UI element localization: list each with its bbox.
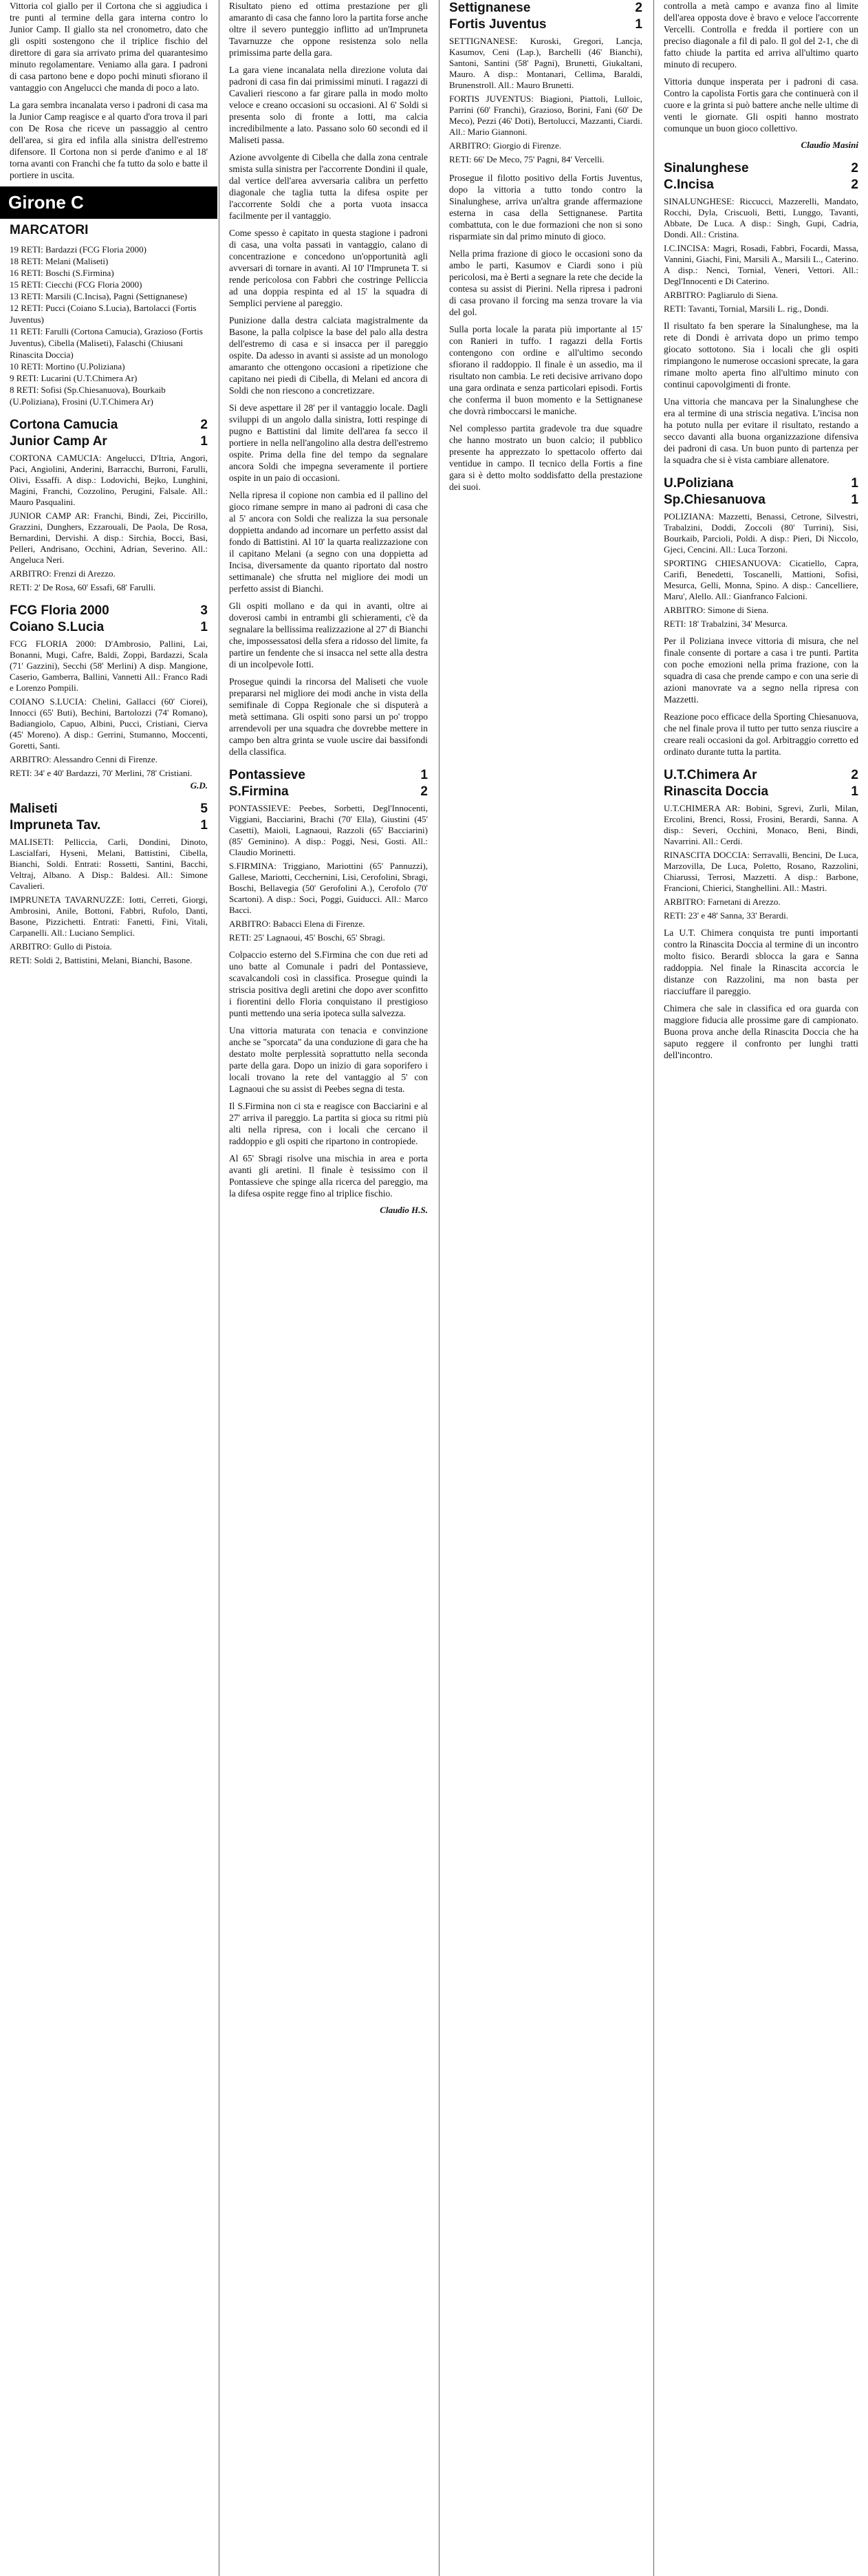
goals: RETI: 2' De Rosa, 60' Essafi, 68' Farulli. (10, 582, 156, 592)
home-team-row: Sinalunghese 2 (664, 161, 858, 175)
home-team-row: Cortona Camucia 2 (10, 418, 208, 432)
article-paragraph: Reazione poco efficace della Sporting Chiesanuova, che nel finale prova il tutto per tutto senza riuscire a creare reali occasioni da gol. Arbitraggio corretto ed ordinato durante tutta la partita. (664, 711, 858, 757)
away-team-row: Rinascita Doccia 1 (664, 784, 858, 799)
scorer-line: 16 RETI: Boschi (S.Firmina) (10, 268, 114, 278)
article-paragraph: Al 65' Sbragi risolve una mischia in area e porta avanti gli aretini. Il finale è tesissimo con il Pontassieve che spinge alla ricerca del pareggio, ma la difesa ospite regge fino al triplice fischio. (229, 1153, 428, 1199)
girone-header: Girone C (0, 186, 217, 219)
goals: RETI: Soldi 2, Battistini, Melani, Bianchi, Basone. (10, 955, 193, 965)
article-paragraph: Vittoria col giallo per il Cortona che si aggiudica i tre punti al termine della gara interna contro lo Junior Camp. Il giallo sta nel cronometro, dato che gli ospiti sostengono che il triplice fischio del direttore di gara sia arrivato prima del quarantesimo minuto regolamentare. Veniamo alla gara. I padroni di casa partono bene e dopo pochi minuti sfiorano il vantaggio con Angelucci che manda di poco a lato. (10, 1, 208, 93)
article-paragraph: Nella ripresa il copione non cambia ed il pallino del gioco rimane sempre in mano ai padroni di casa che al 5' ancora con Soldi che realizza la sua personale doppietta andando ad incornare un perfetto assist dal fondo di Battistini. Al 10' la quarta realizzazione con il capitano Melani (a segno con una doppietta ad Incisa, diversamente da quanto riportato dal nostro settimanale) che sfrutta nel migliore dei modi un perfetto assist di Bianchi. (229, 490, 428, 594)
article-paragraph: controlla a metà campo e avanza fino al limite dell'area opposta dove è bravo e veloce l'accorrente Vercelli. Controlla e fredda il portiere con un preciso diagonale a fil di palo. Il gol del 2-1, che di fatto chiude la partita ed arriva all'ultimo quarto minuto di recupero. (664, 1, 858, 69)
scorer-line: 10 RETI: Mortino (U.Poliziana) (10, 361, 125, 372)
match-pontassieve (229, 767, 428, 943)
article-paragraph: Una vittoria maturata con tenacia e convinzione anche se "sporcata" da una conduzione di gara che ha destato molte perplessità soprattutto nella seconda parte della gara. Dopo un inizio di gara soporifero i locali trovano la rete del vantaggio al 5' con Lagnaoui che su assist di Peebes segna di testa. (229, 1025, 428, 1094)
referee: ARBITRO: Frenzi di Arezzo. (10, 568, 116, 579)
home-team-row: FCG Floria 2000 3 (10, 603, 208, 618)
article-paragraph: La gara viene incanalata nella direzione voluta dai padroni di casa fin dai primissimi minuti. I ragazzi di Cavalieri riescono a far girare palla in modo molto veloce e creano occasioni su occasioni. Al 6' Soldi si presenta solo di fronte a Iotti, ma calcia incredibilmente a lato. Passano solo 60 secondi ed il Maliseti passa. (229, 65, 428, 145)
away-lineup: FORTIS JUVENTUS: Biagioni, Piattoli, Lulloic, Parrini (60' Franchi), Grazioso, Borini, Fani (60' De Meco), Pezzi (46' Doti), Bertolucci, Mazzanti, Ciardi. All.: Mario Giannoni. (449, 94, 642, 137)
match-poliziana (664, 475, 858, 630)
article-paragraph: Colpaccio esterno del S.Firmina che con due reti ad uno batte al Comunale i padri del Pontassieve, scavalcandoli così in classifica. Prosegue quindi la striscia positiva degli aretini che dopo aver sconfitto i fiorentini dello Floria conquistano il prestigioso punti mettendo una seria ipoteca sulla salvezza. (229, 949, 428, 1018)
article-paragraph: Chimera che sale in classifica ed ora guarda con maggiore fiducia alle prossime gare di campionato. Buona prova anche della Rinascita Doccia che ha saputo reggere il confronto per lunghi tratti dell'incontro. (664, 1003, 858, 1060)
referee: ARBITRO: Farnetani di Arezzo. (664, 897, 781, 907)
referee: ARBITRO: Giorgio di Firenze. (449, 140, 561, 151)
away-lineup: RINASCITA DOCCIA: Serravalli, Bencini, De Luca, Marzovilla, De Luca, Poletto, Rosano, Razzolini, Chiarussi, Terrosi, Mazzetti. A disp.: Barbone, Francioni, Chierici, Stanghellini. All.: Mastri. (664, 850, 858, 893)
referee: ARBITRO: Pagliarulo di Siena. (664, 290, 779, 300)
referee: ARBITRO: Babacci Elena di Firenze. (229, 919, 365, 929)
article-paragraph: Nella prima frazione di gioco le occasioni sono da ambo le parti, Kasumov e Ciardi sono i più pericolosi, ma è Berti a segnare la rete che decide la contesa su assist di Pierini. Nella ripresa i padroni di casa provano il forcing ma senza trovare la via del gol. (449, 248, 642, 317)
referee: ARBITRO: Simone di Siena. (664, 605, 769, 615)
article-paragraph: Per il Poliziana invece vittoria di misura, che nel finale consente di portare a casa i tre punti. Partita con poche emozioni nella prima frazione, con la squadra di casa che prende campo e con una serie di azioni manovrate va a segno nella ripresa con Mazzetti. (664, 636, 858, 705)
away-lineup: SPORTING CHIESANUOVA: Cicatiello, Capra, Carifi, Benedetti, Toscanelli, Mattioni, Sofisi, Mesurca, Gelli, Monna, Spino. A disp.: Cancelliere, Maru', Alello. All.: Gianfranco Falcioni. (664, 558, 858, 601)
home-team-row: U.Poliziana 1 (664, 476, 858, 491)
article-paragraph: Punizione dalla destra calciata magistralmente da Basone, la palla colpisce la base del palo alla destra dell'estremo di casa e si insacca per il pareggio ospite. Da adesso in avanti si assiste ad un monologo amaranto che ottengono occasioni a ripetizione che capitano nei piedi di Cibella, di Melani ed ancora di Soldi che non riescono a concretizzare. (229, 315, 428, 396)
away-team-row: Impruneta Tav. 1 (10, 818, 208, 833)
home-team-row: Pontassieve 1 (229, 768, 428, 782)
home-lineup: SINALUNGHESE: Riccucci, Mazzerelli, Mandato, Rocchi, Dyla, Criscuoli, Betti, Lunggo, Tavanti, Abbate, De Luca. A disp.: Singh, Gupi, Cadria, Dondi. All.: Cristina. (664, 196, 858, 239)
author-signature: G.D. (190, 780, 208, 791)
article-paragraph: La U.T. Chimera conquista tre punti importanti contro la Rinascita Doccia al termine di un incontro molto fisico. Berardi sblocca la gara e Sanna raddoppia. Nel finale la Rinascita accorcia le distanze con Razzolini, ma non basta per riacciuffare il pareggio. (664, 927, 858, 996)
marcatori-title: MARCATORI (10, 223, 89, 237)
scorer-line: 12 RETI: Pucci (Coiano S.Lucia), Bartolacci (Fortis Juventus) (10, 303, 197, 325)
home-lineup: POLIZIANA: Mazzetti, Benassi, Cetrone, Silvestri, Trabalzini, Doddi, Zoccoli (80' Turrini), Sisi, Bourkaib, Parcioli, Poldi. A disp.: Pieri, Di Niccolo, Gjeci, Cencini. All.: Luca Torzoni. (664, 511, 858, 555)
home-lineup: MALISETI: Pelliccia, Carli, Dondini, Dinoto, Lascialfari, Hyseni, Melani, Battistini, Cibella, Bianchi, Soldi. Entrati: Rossetti, Santini, Bacchi, Veltraj, Albano. A Disp.: Baldesi. All.: Simone Cavalieri. (10, 837, 208, 891)
away-lineup: JUNIOR CAMP AR: Franchi, Bindi, Zei, Piccirillo, Grazzini, Dunghers, Ezzarouali, De Paola, De Rosa, Bernardini, Dervishi. A disp.: Sirchia, Bocci, Basi, Pelleri, Andrisano, Occhini, Adrian, Severino. All.: Angeluca Neri. (10, 511, 208, 565)
goals: RETI: 25' Lagnaoui, 45' Boschi, 65' Sbragi. (229, 932, 385, 943)
article-paragraph: Risultato pieno ed ottima prestazione per gli amaranto di casa che fanno loro la partita forse anche oltre il severo punteggio inflitto ad un'Impruneta Tavarnuzze che oppone resistenza solo nella primissima parte della gara. (229, 1, 428, 58)
article-paragraph: Azione avvolgente di Cibella che dalla zona centrale smista sulla sinistra per l'accorrente Dondini il quale, dal vertice dell'area avversaria calibra un perfetto diagonale che taglia tutta la difesa ospite per l'accorrente Soldi che a porta vuota insacca facilmente per il vantaggio. (229, 152, 428, 221)
away-team-row: S.Firmina 2 (229, 784, 428, 799)
scorer-line: 8 RETI: Sofisi (Sp.Chiesanuova), Bourkaib (U.Poliziana), Frosini (U.T.Chimera Ar) (10, 385, 166, 407)
article-paragraph: Nel complesso partita gradevole tra due squadre che hanno mostrato un buon calcio; il pubblico presente ha apprezzato lo spettacolo offerto dai ventidue in campo. Il tecnico della Fortis a fine gara si è detto molto soddisfatto della prestazione dei suoi. (449, 423, 642, 492)
referee: ARBITRO: Gullo di Pistoia. (10, 941, 112, 952)
match-chimera (664, 767, 858, 921)
home-lineup: SETTIGNANESE: Kuroski, Gregori, Lancja, Kasumov, Ceni (Lap.), Barchelli (46' Bianchi), Santoni, Santini (58' Pagni), Brunetti, Giukaltani, Mauro. A disp.: Montanari, Cellima, Baraldi, Brunenstroll. All.: Mauro Brunetti. (449, 36, 642, 90)
author-signature: Claudio H.S. (380, 1205, 428, 1215)
away-lineup: S.FIRMINA: Triggiano, Mariottini (65' Pannuzzi), Gallese, Mariotti, Cecchernini, Lisi, Cerofolini, Sbragi, Boschi, Bellavegia (50' Gerofolini A.), Cerofolo (70' Scartoni). A disp.: Soci, Poggi, Guiducci. All.: Marco Bacci. (229, 861, 428, 915)
home-lineup: FCG FLORIA 2000: D'Ambrosio, Pallini, Lai, Bonanni, Mugi, Cafre, Baldi, Zoppi, Bardazzi, Scala (71' Gazzini), Secchi (58' Merlini) A disp. Mangione, Caserio, Gamberra, Ballini, Vannetti All.: Franco Radi e Lorenzo Pompili. (10, 638, 208, 693)
scorer-line: 13 RETI: Marsili (C.Incisa), Pagni (Settignanese) (10, 291, 188, 301)
goals: RETI: 18' Trabalzini, 34' Mesurca. (664, 619, 788, 629)
author-signature: Claudio Masini (801, 140, 858, 150)
home-lineup: PONTASSIEVE: Peebes, Sorbetti, Degl'Innocenti, Viggiani, Bacciarini, Brachi (70' Ella), Giustini (45' Casetti), Maioli, Lagnaoui, Razzoli (65' Bacciarini) (85' Geminino). A disp.: Poggi, Nesi, Gosti. All.: Claudio Morinetti. (229, 803, 428, 857)
article-paragraph: Gli ospiti mollano e da qui in avanti, oltre ai doverosi cambi in entrambi gli schieramenti, c'è da segnalare la bellissima realizzazione al 27' di Bianchi che, impossessatosi della sfera a ridosso del limite, fa partire un fendente che si insacca nel sette alla destra di un incolpevole Iotti. (229, 601, 428, 669)
column-1 (0, 0, 217, 2576)
column-3 (439, 0, 652, 2576)
home-lineup: CORTONA CAMUCIA: Angelucci, D'Itria, Angori, Paci, Angiolini, Anderini, Barracchi, Burroni, Farulli, Olivi, Essaffi. A disp.: Lodovichi, Bejko, Lunghini, Magini, Franchi, Cozzolino, Perugini, Falsale. All.: Mauro Pasqualini. (10, 453, 208, 507)
column-2 (219, 0, 437, 2576)
article-paragraph: Sulla porta locale la parata più importante al 15' con Ranieri in tuffo. I ragazzi della Fortis contengono con ordine e all'ultimo secondo sfiorano il raddoppio. Il finale è un assedio, ma il risultato non cambia. Le reti decisive arrivano dopo una gara ordinata e senza particolari episodi. Fortis che conferma il buon momento e la Settignanese che dovrà rimboccarsi le maniche. (449, 324, 642, 416)
article-paragraph: Prosegue quindi la rincorsa del Maliseti che vuole prepararsi nel migliore dei modi anche in vista della semifinale di Coppa Regionale che si disputerà a metà settimana. Gli ospiti sono parsi un po' troppo arrendevoli per una squadra che dovrebbe mettere in campo ben altra grinta se vuole uscire dai bassifondi della classifica. (229, 676, 428, 757)
away-team-row: C.Incisa 2 (664, 178, 858, 192)
home-team-row: Maliseti 5 (10, 802, 208, 816)
scorer-line: 18 RETI: Melani (Maliseti) (10, 256, 109, 266)
away-team-row: Sp.Chiesanuova 1 (664, 493, 858, 507)
away-lineup: IMPRUNETA TAVARNUZZE: Iotti, Cerreti, Giorgi, Ambrosini, Anile, Bottoni, Fabbri, Rufolo, Danti, Basone, Pizzichetti. Entrati: Fanetti, Fini, Vitali, Carpanelli. All.: Luciano Semplici. (10, 894, 208, 938)
home-team-row: U.T.Chimera Ar 2 (664, 768, 858, 782)
article-paragraph: Come spesso è capitato in questa stagione i padroni di casa, una volta passati in vantaggio, calano di concentrazione e concedono un'opportunità agli avversari di tornare in avanti. Al 10' l'Impruneta T. si rende pericolosa con Fabbri che costringe Pelliccia ad una doppia respinta ed al 15' la squadra di Semplici perviene al pareggio. (229, 228, 428, 308)
away-team-row: Junior Camp Ar 1 (10, 434, 208, 449)
referee: ARBITRO: Alessandro Cenni di Firenze. (10, 754, 158, 764)
article-paragraph: La gara sembra incanalata verso i padroni di casa ma la Junior Camp reagisce e al quarto d'ora trova il pari con De Rosa che riceve un passaggio al centro dell'area, si gira ed infila alla sinistra dell'estremo difensore. Il Cortona non si perde d'animo e al 18' torna avanti con Franchi che fa tutto da solo e batte il portiere in uscita. (10, 100, 208, 180)
scorer-line: 19 RETI: Bardazzi (FCG Floria 2000) (10, 244, 147, 255)
column-4 (653, 0, 868, 2576)
match-settignanese (449, 0, 642, 165)
article-paragraph: Vittoria dunque insperata per i padroni di casa. Contro la capolista Fortis gara che continuerà con il cuore e la grinta si può battere anche nelle ultime di venti le giornate. Gli ospiti hanno mostrato comunque un buon gioco collettivo. (664, 76, 858, 133)
away-team-row: Fortis Juventus 1 (449, 17, 642, 32)
scorer-line: 15 RETI: Ciecchi (FCG Floria 2000) (10, 279, 142, 290)
home-lineup: U.T.CHIMERA AR: Bobini, Sgrevi, Zurli, Milan, Ercolini, Brenci, Rossi, Frosini, Berardi, Sanna. A disp.: Severi, Occhini, Monaco, Beni, Bindi, Navarrini. All.: Cerdi. (664, 803, 858, 846)
match-floria (10, 603, 208, 791)
goals: RETI: 23' e 48' Sanna, 33' Berardi. (664, 910, 789, 921)
goals: RETI: Tavanti, Tornial, Marsili L. rig., Dondi. (664, 303, 829, 314)
match-cortona (10, 417, 208, 593)
away-lineup: COIANO S.LUCIA: Chelini, Gallacci (60' Ciorei), Innocci (65' Buti), Bechini, Bartolozzi (74' Romano), Badiangiolo, Capuo, Albini, Pucci, Cristiani, Cierva (45' Moreno). A disp.: Gerrini, Stumanno, Moccenti, Goretti, Santi. (10, 696, 208, 751)
match-maliseti (10, 801, 208, 966)
match-sinalunghese (664, 160, 858, 314)
article-paragraph: Prosegue il filotto positivo della Fortis Juventus, dopo la vittoria a tutto tondo contro la Sinalunghese, arriva un'altra grande affermazione esterna in casa della Settignanese. Partita combattuta, con le due formazioni che non si sono risparmiate sin dal primo minuto di gioco. (449, 173, 642, 242)
article-paragraph: Il risultato fa ben sperare la Sinalunghese, ma la rete di Dondi è arrivata dopo un primo tempo giocato sottotono. Sia i locali che gli ospiti rimpiangono le numerose occasioni sprecate, la gara rimane molto aperta fino all'ultimo minuto con continui capovolgimenti di fronte. (664, 321, 859, 389)
article-paragraph: Il S.Firmina non ci sta e reagisce con Bacciarini e al 27' arriva il pareggio. La partita si gioca su ritmi più alti nella ripresa, con i locali che cercano il raddoppio e gli ospiti che ripartono in contropiede. (229, 1101, 428, 1146)
article-paragraph: Una vittoria che mancava per la Sinalunghese che era al termine di una striscia negativa. L'incisa non ha potuto nulla per evitare il risultato, restando a secco davanti alla buona organizzazione difensiva dei padroni di casa. Un buon punto di partenza per la squadra che si è vista cambiare allenatore. (664, 396, 858, 465)
away-team-row: Coiano S.Lucia 1 (10, 620, 208, 634)
away-lineup: I.C.INCISA: Magri, Rosadi, Fabbri, Focardi, Massa, Vannini, Giachi, Fini, Marsili A., Marsili L., Caterino. A disp.: Nenci, Tornial, Veneri, Vettori. All.: Degl'Innocenti e Di Caterino. (664, 243, 858, 286)
goals: RETI: 66' De Meco, 75' Pagni, 84' Vercelli. (449, 154, 605, 164)
article-paragraph: Si deve aspettare il 28' per il vantaggio locale. Dagli sviluppi di un angolo dalla sinistra, Iotti respinge di pugno e Battistini dal limite dell'area fa secco il portiere in nella nell'angolino alla destra dell'estremo ospite. Prima della fine del tempo da segnalare ancora Soldi che impegna severamente il portiere ospite in un paio di occasioni. (229, 402, 428, 483)
scorer-line: 9 RETI: Lucarini (U.T.Chimera Ar) (10, 373, 138, 383)
scorer-line: 11 RETI: Farulli (Cortona Camucia), Grazioso (Fortis Juventus), Cibella (Maliseti), Falaschi (Chiusani Rinascita Doccia) (10, 326, 203, 360)
goals: RETI: 34' e 40' Bardazzi, 70' Merlini, 78' Cristiani. (10, 768, 193, 778)
home-team-row: Settignanese 2 (449, 1, 642, 15)
